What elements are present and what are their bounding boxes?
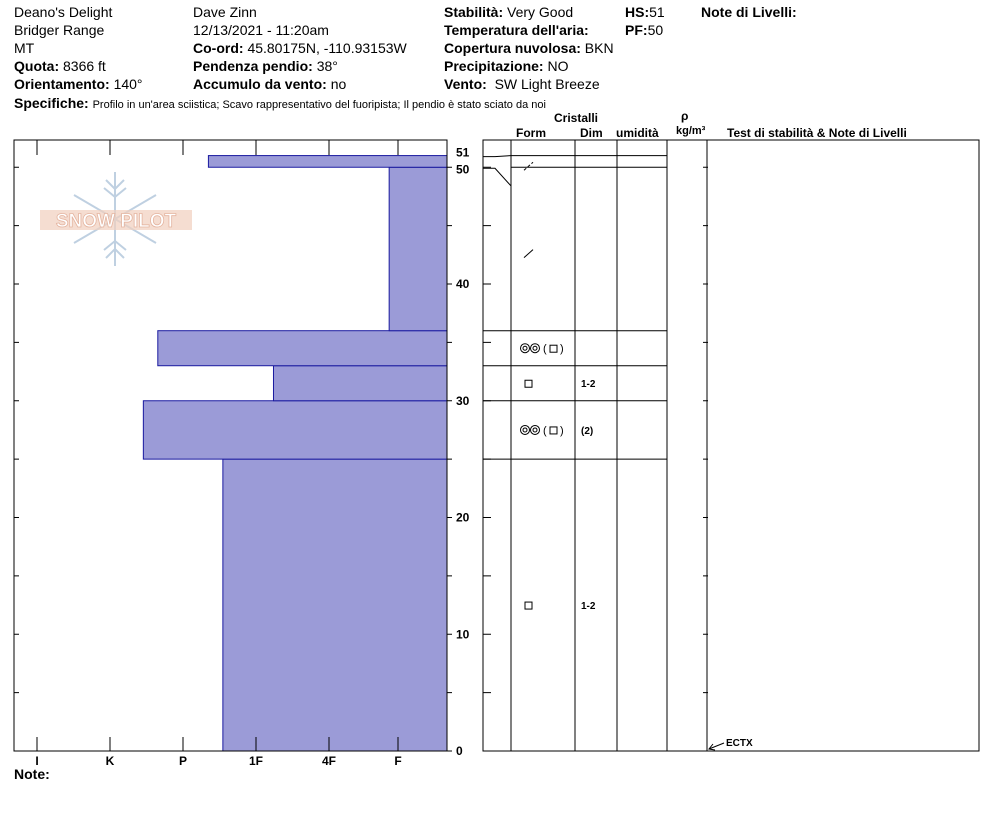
ring-outer-a-3 xyxy=(521,344,530,353)
cloud-label: Copertura nuvolosa: xyxy=(444,40,581,56)
tests-header: Test di stabilità & Note di Livelli xyxy=(727,126,907,140)
depth-label-40: 40 xyxy=(456,277,470,291)
hardness-bar-1 xyxy=(143,401,447,459)
pf-value: 50 xyxy=(647,22,664,38)
coord-label: Co-ord: xyxy=(193,40,244,56)
site-name: Deano's Delight xyxy=(14,4,113,20)
dim-header: Dim xyxy=(580,126,603,140)
hardness-bar-4 xyxy=(389,167,447,330)
observer: Dave Zinn xyxy=(193,4,257,20)
crystal-size-0: 1-2 xyxy=(581,601,596,613)
note-label: Note: xyxy=(14,766,50,782)
paren-square-1 xyxy=(550,427,557,434)
hs-label: HS: xyxy=(625,4,650,20)
logo-text: SNOW PILOT xyxy=(55,211,177,232)
wind-label: Vento: xyxy=(444,76,487,92)
specifics-value: Profilo in un'area sciistica; Scavo rappresentativo del fuoripista; Il pendio è stato sciato da noi xyxy=(92,99,546,111)
moisture-header: umidità xyxy=(616,126,659,140)
table-connector-5 xyxy=(483,156,511,157)
paren-close-1: ) xyxy=(560,424,564,437)
specifics-label: Specifiche: xyxy=(14,95,89,111)
hs-value: 51 xyxy=(649,4,665,20)
hardness-plot xyxy=(143,156,447,751)
snowpilot-logo xyxy=(40,172,192,266)
ring-inner-b-3 xyxy=(533,346,537,350)
slope-label: Pendenza pendio: xyxy=(193,58,313,74)
layer-notes-label: Note di Livelli: xyxy=(701,4,797,20)
cloud-value: BKN xyxy=(584,40,614,56)
density-unit: kg/m³ xyxy=(676,125,706,137)
stability-label: Stabilità: xyxy=(444,4,504,20)
air-temp-label: Temperatura dell'aria: xyxy=(444,22,589,38)
state: MT xyxy=(14,40,35,56)
table-connector-4 xyxy=(483,168,511,186)
aspect-label: Orientamento: xyxy=(14,76,110,92)
form-header: Form xyxy=(516,126,546,140)
pf-label: PF: xyxy=(625,22,648,38)
coord-value: 45.80175N, -110.93153W xyxy=(247,40,407,56)
crystal-table-frame xyxy=(483,140,979,751)
paren-open-1: ( xyxy=(543,424,547,437)
hardness-label-F: F xyxy=(394,754,402,768)
hardness-bar-0 xyxy=(223,459,447,751)
depth-label-0: 0 xyxy=(456,744,463,758)
decomposing-icon-5 xyxy=(524,162,533,170)
hardness-bar-2 xyxy=(273,366,447,401)
ring-inner-b-1 xyxy=(533,428,537,432)
ring-inner-a-1 xyxy=(523,428,527,432)
crystals-header: Cristalli xyxy=(554,111,599,125)
depth-label-51: 51 xyxy=(456,145,470,160)
crystal-size-1: (2) xyxy=(581,425,594,437)
density-symbol: ρ xyxy=(681,109,689,123)
ring-outer-b-3 xyxy=(531,344,540,353)
hardness-label-1F: 1F xyxy=(248,754,264,768)
mountain-range: Bridger Range xyxy=(14,22,105,38)
depth-label-20: 20 xyxy=(456,510,470,525)
faceted-crystal-icon-2 xyxy=(525,380,532,387)
rounding-faceted-icon-3 xyxy=(521,343,564,355)
crystal-size-2: 1-2 xyxy=(581,379,596,391)
slope-value: 38° xyxy=(316,58,338,74)
crystal-table xyxy=(483,140,753,751)
depth-label-10: 10 xyxy=(456,627,470,642)
precip-label: Precipitazione: xyxy=(444,58,544,74)
date-time: 12/13/2021 - 11:20am xyxy=(193,22,329,38)
stability-value: Very Good xyxy=(507,4,574,20)
paren-open-3: ( xyxy=(543,343,547,356)
decomposing-icon-4 xyxy=(524,250,533,258)
wind-value: SW Light Breeze xyxy=(494,76,600,92)
hardness-label-P: P xyxy=(178,754,188,768)
depth-label-30: 30 xyxy=(456,393,470,408)
hardness-bar-5 xyxy=(208,156,447,168)
ring-outer-a-1 xyxy=(521,425,530,434)
faceted-crystal-icon-0 xyxy=(525,602,532,609)
test-label-0: ECTX xyxy=(726,738,753,749)
hardness-bar-3 xyxy=(158,331,447,366)
precip-value: NO xyxy=(547,58,569,74)
ring-inner-a-3 xyxy=(523,346,527,350)
ring-outer-b-1 xyxy=(531,425,540,434)
elevation-value: 8366 ft xyxy=(63,58,106,74)
aspect-value: 140° xyxy=(113,76,143,92)
hardness-label-K: K xyxy=(105,754,115,768)
hardness-label-4F: 4F xyxy=(321,754,337,768)
elevation-label: Quota: xyxy=(14,58,60,74)
rounding-faceted-icon-1 xyxy=(521,425,564,437)
hardness-label-I: I xyxy=(35,754,39,768)
depth-label-50: 50 xyxy=(456,162,470,177)
wind-loading-value: no xyxy=(330,76,347,92)
wind-loading-label: Accumulo da vento: xyxy=(193,76,327,92)
paren-close-3: ) xyxy=(560,343,564,356)
paren-square-3 xyxy=(550,345,557,352)
